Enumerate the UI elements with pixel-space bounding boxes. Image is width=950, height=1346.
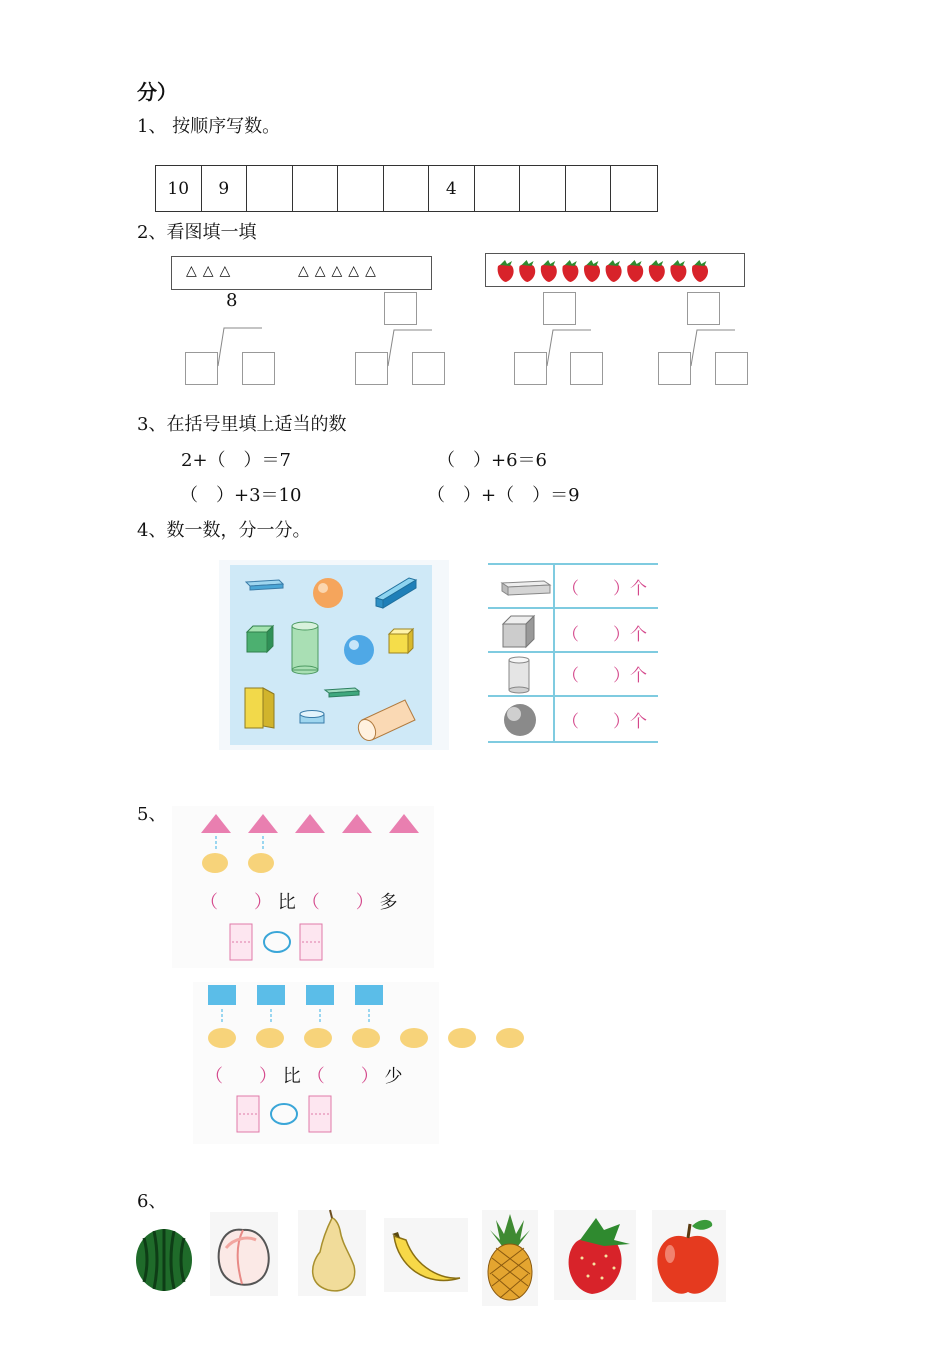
q4-label: 4、数一数，分一分。 — [137, 520, 311, 541]
shapes-image — [219, 560, 449, 750]
pear-icon — [298, 1210, 366, 1296]
cylinder-green-icon — [292, 622, 318, 674]
banana-icon — [384, 1218, 468, 1292]
count-table — [478, 560, 660, 750]
triangle-group-a: △△△ — [186, 263, 237, 279]
count-row-cylinder[interactable]: （ ）个 — [562, 666, 647, 686]
triangle-icon — [248, 814, 278, 833]
q1-label: 1、 按顺序写数。 — [137, 116, 281, 137]
count-row-cube[interactable]: （ ）个 — [562, 625, 647, 645]
bond-left-box[interactable] — [514, 352, 547, 385]
compare-less-panel — [193, 982, 439, 1144]
compare-less-sentence: （ ） 比 （ ） 少 — [205, 1066, 403, 1087]
page-fragment: 分） — [137, 80, 177, 104]
bond-lines — [0, 0, 950, 400]
square-icon — [257, 985, 285, 1005]
bond-left-box[interactable] — [185, 352, 218, 385]
oval-icon — [400, 1028, 428, 1048]
square-icon — [306, 985, 334, 1005]
cylinder-gray-icon — [509, 657, 529, 693]
q3-label: 3、在括号里填上适当的数 — [137, 414, 347, 435]
equation-2[interactable]: （ ）+6＝6 — [437, 450, 547, 471]
equation-4[interactable]: （ ）+（ ）＝9 — [427, 485, 580, 506]
cube-yellow-icon — [389, 629, 413, 653]
given-number: 8 — [226, 290, 238, 311]
bond-right-box[interactable] — [412, 352, 445, 385]
seq-cell[interactable]: 10 — [156, 166, 202, 211]
bond-right-box[interactable] — [242, 352, 275, 385]
bond-right-box[interactable] — [570, 352, 603, 385]
sphere-blue-icon — [344, 635, 374, 665]
oval-icon — [256, 1028, 284, 1048]
oval-icon — [248, 853, 274, 873]
count-row-cuboid[interactable]: （ ）个 — [562, 579, 647, 599]
seq-cell[interactable]: 4 — [429, 166, 475, 211]
q2-label: 2、看图填一填 — [137, 222, 257, 243]
compare-more-sentence: （ ） 比 （ ） 多 — [200, 892, 398, 913]
square-icon — [355, 985, 383, 1005]
triangle-group-b: △△△△△ — [298, 263, 382, 279]
bond-left-box[interactable] — [355, 352, 388, 385]
watermelon-icon — [136, 1229, 192, 1291]
seq-cell[interactable]: 9 — [202, 166, 248, 211]
sphere-gray-icon — [504, 704, 536, 736]
oval-icon — [202, 853, 228, 873]
cylinder-disc-icon — [300, 711, 324, 724]
answer-boxes-1 — [230, 924, 322, 960]
oval-icon — [208, 1028, 236, 1048]
pineapple-icon — [482, 1210, 538, 1306]
oval-icon — [352, 1028, 380, 1048]
compare-more-panel — [172, 806, 434, 968]
shapes-scene — [219, 560, 449, 750]
triangle-icon — [389, 814, 419, 833]
triangle-icon — [342, 814, 372, 833]
sphere-orange-icon — [313, 578, 343, 608]
q5-label: 5、 — [137, 804, 167, 825]
q6-label: 6、 — [137, 1191, 167, 1212]
apple-icon — [652, 1210, 726, 1302]
cuboid-slab-icon — [325, 688, 359, 697]
count-row-sphere[interactable]: （ ）个 — [562, 712, 647, 732]
cuboid-flat-icon — [246, 580, 283, 590]
bond-right-box[interactable] — [715, 352, 748, 385]
fruit-row — [130, 1208, 730, 1308]
triangle-icon — [201, 814, 231, 833]
cuboid-gray-icon — [502, 581, 550, 595]
oval-icon — [304, 1028, 332, 1048]
oval-icon — [496, 1028, 524, 1048]
cube-gray-icon — [503, 616, 534, 647]
square-icon — [208, 985, 236, 1005]
peach-icon — [210, 1212, 278, 1296]
cube-green-icon — [247, 626, 273, 652]
equation-1[interactable]: 2+（ ）＝7 — [181, 450, 291, 471]
cuboid-yellow-icon — [245, 688, 274, 728]
oval-icon — [448, 1028, 476, 1048]
answer-boxes-2 — [237, 1096, 331, 1132]
triangle-icon — [295, 814, 325, 833]
equation-3[interactable]: （ ）+3＝10 — [180, 485, 302, 506]
bond-left-box[interactable] — [658, 352, 691, 385]
strawberry-icon — [554, 1210, 636, 1300]
